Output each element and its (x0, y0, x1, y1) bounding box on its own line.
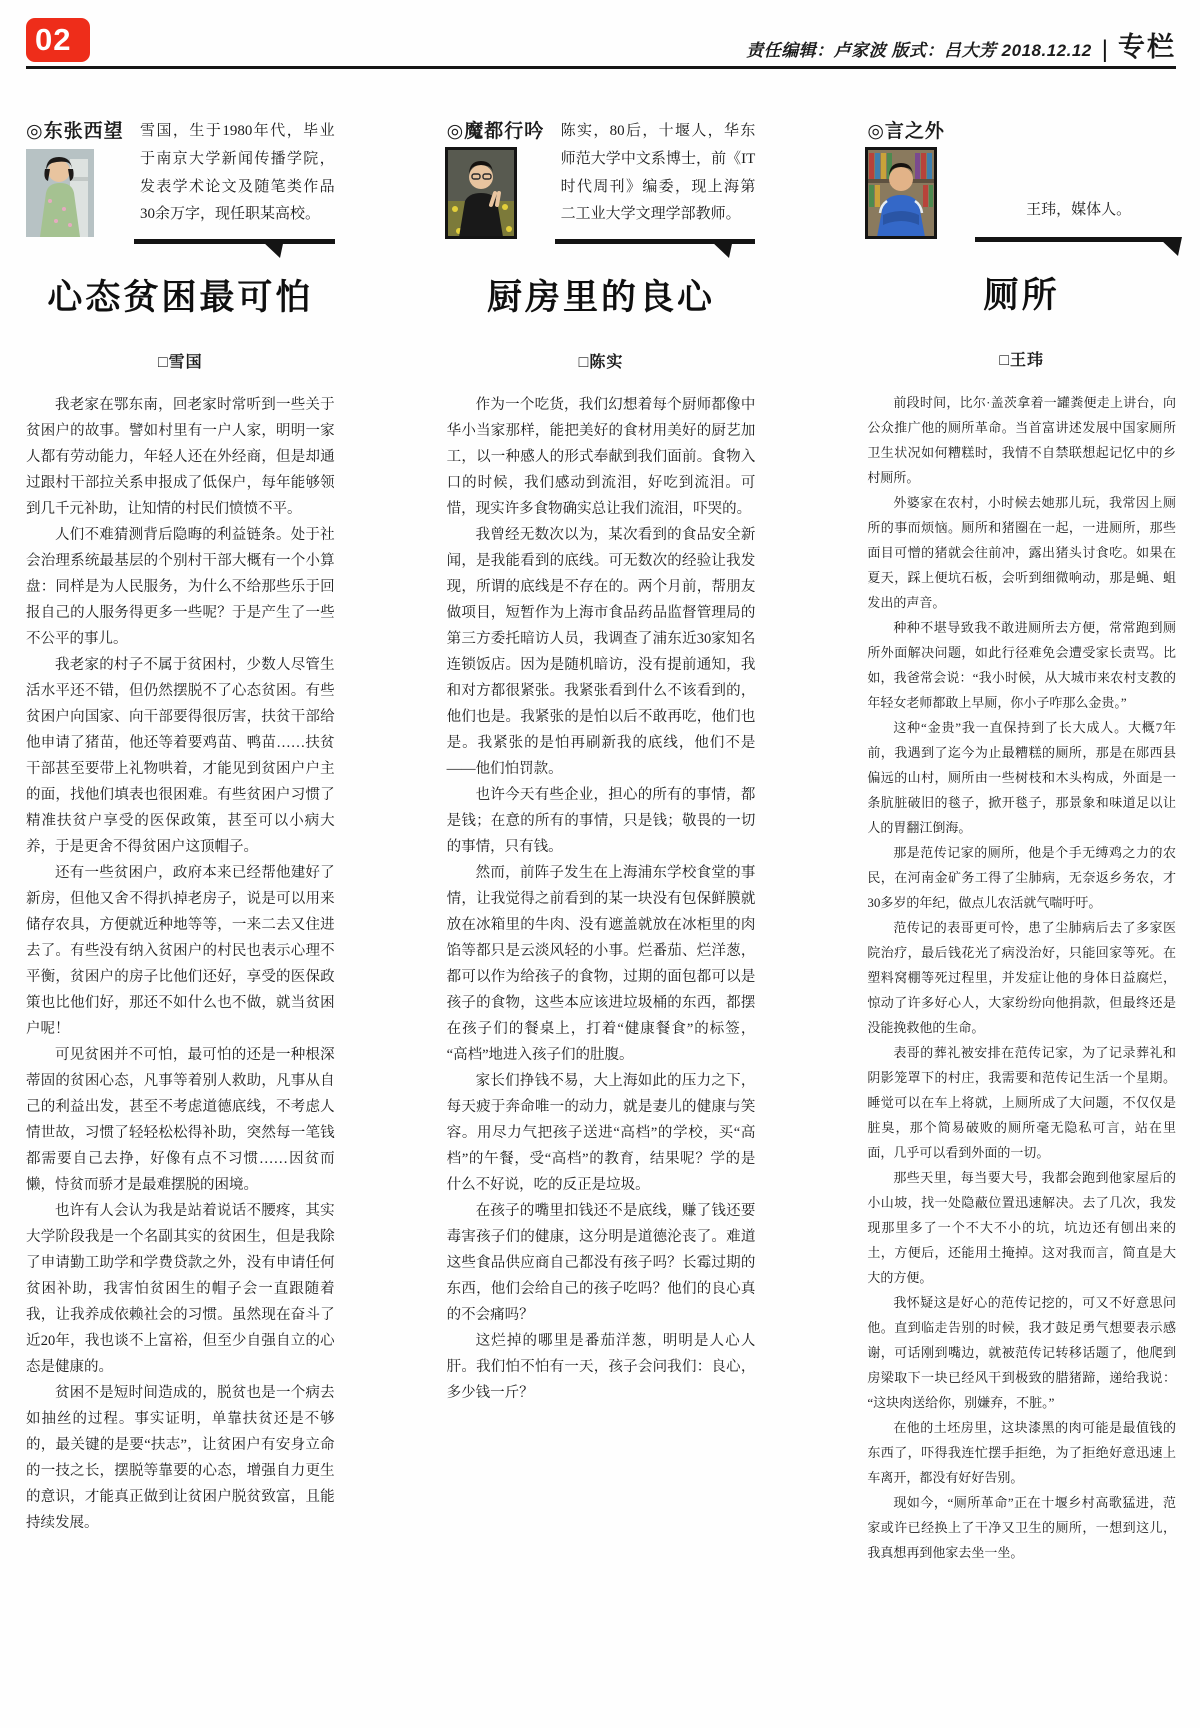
body-paragraph: 表哥的葬礼被安排在范传记家，为了记录葬礼和阴影笼罩下的村庄，我需要和范传记生活一个星期。睡觉可以在车上将就，上厕所成了大问题，不仅仅是脏臭，那个简易破败的厕所毫无隐私可言，站在里面，几乎可以看到外面的一切。 (867, 1045, 1176, 1161)
body-paragraph: 种种不堪导致我不敢进厕所去方便，常常跑到厕所外面解决问题，如此行径难免会遭受家长责骂。比如，我爸常会说：“我小时候，从大城市来农村支教的年轻女老师都敢上早厕，你小子咋那么金贵。” (867, 620, 1176, 711)
speech-bubble-tail (699, 239, 733, 258)
column-kicker: ◎言之外 (867, 121, 945, 142)
author-bio-text: 王玮，媒体人。 (1026, 202, 1132, 219)
body-paragraph: 我怀疑这是好心的范传记挖的，可又不好意思问他。直到临走告别的时候，我才鼓足勇气想要表示感谢，可话刚到嘴边，就被范传记转移话题了，他爬到房梁取下一块已经风干到极致的腊猪蹄，递给我说：“这块肉送给你，别嫌弃，不脏。” (867, 1295, 1176, 1411)
article-body (867, 390, 1176, 1565)
body-paragraph: 我老家在鄂东南，回老家时常听到一些关于贫困户的故事。譬如村里有一户人家，明明一家人都有劳动能力，年轻人还在外经商，但是却通过跟村干部拉关系申报成了低保户，每年能够领到几千元补助，让知情的村民们愤愤不平。 (26, 397, 335, 518)
masthead (26, 18, 1176, 66)
author-box (26, 116, 335, 244)
body-paragraph: 贫困不是短时间造成的，脱贫也是一个病去如抽丝的过程。事实证明，单靠扶贫还是不够的，最关键的是要“扶志”，让贫困户有安身立命的一技之长，摆脱等靠要的心态，增强自力更生的意识，才能真正做到让贫困户脱贫致富，且能持续发展。 (26, 1385, 335, 1532)
body-paragraph: 前段时间，比尔·盖茨拿着一罐粪便走上讲台，向公众推广他的厕所革命。当首富讲述发展中国家厕所卫生状况如何糟糕时，我情不自禁联想起记忆中的乡村厕所。 (867, 395, 1176, 486)
author-photo-man-bookshelf (867, 149, 935, 237)
body-paragraph: 然而，前阵子发生在上海浦东学校食堂的事情，让我觉得之前看到的某一块没有包保鲜膜就放在冰箱里的牛肉、没有遮盖就放在冰柜里的肉馅等都只是云淡风轻的小事。烂番茄、烂洋葱，都可以作为给孩子的食物，过期的面包都可以是孩子的食物，这些本应该进垃圾桶的东西，都摆在孩子们的餐桌上，打着“健康餐食”的标签，“高档”地进入孩子们的肚腹。 (446, 865, 756, 1064)
section-label: 专栏 (1118, 32, 1176, 62)
author-bio (975, 116, 1176, 242)
body-paragraph: 我老家的村子不属于贫困村，少数人尽管生活水平还不错，但仍然摆脱不了心态贫困。有些贫困户向国家、向干部要得很厉害，扶贫干部给他申请了猪苗，他还等着要鸡苗、鸭苗……扶贫干部甚至要带上礼物哄着，才能见到贫困户户主的面，找他们填表也很困难。有些贫困户习惯了精准扶贫户享受的医保政策，甚至可以小病大养，于是更舍不得贫困户这顶帽子。 (26, 657, 335, 856)
body-paragraph: 也许有人会认为我是站着说话不腰疼，其实大学阶段我是一个名副其实的贫困生，但是我除了申请勤工助学和学费贷款之外，没有申请任何贫困补助，我害怕贫困生的帽子会一直跟随着我，让我养成依赖社会的习惯。虽然现在奋斗了近20年，我也谈不上富裕，但至少自强自立的心态是健康的。 (26, 1203, 335, 1376)
column-kicker: ◎魔都行吟 (446, 121, 545, 142)
author-photo-man-flowers (447, 149, 515, 237)
masthead-right (746, 25, 1176, 64)
author-photo-woman (26, 149, 94, 237)
body-paragraph: 在他的土坯房里，这块漆黑的肉可能是最值钱的东西了，吓得我连忙摆手拒绝，为了拒绝好意迅速上车离开，都没有好好告别。 (867, 1420, 1176, 1486)
article-title: 心态贫困最可怕 (47, 278, 314, 317)
body-paragraph: 这种“金贵”我一直保持到了长大成人。大概7年前，我遇到了迄今为止最糟糕的厕所，那是在郧西县偏远的山村，厕所由一些树枝和木头构成，外面是一条肮脏破旧的毯子，掀开毯子，那景象和味道足以让人的胃翻江倒海。 (867, 720, 1176, 836)
body-paragraph: 还有一些贫困户，政府本来已经帮他建好了新房，但他又舍不得扒掉老房子，说是可以用来储存农具，方便就近种地等等，一来二去又住进去了。有些没有纳入贫困户的村民也表示心理不平衡，贫困户的房子比他们还好，享受的医保政策也比他们好，那还不如什么也不做，就当贫困户呢！ (26, 865, 335, 1038)
article-column-2 (447, 116, 756, 1565)
speech-bubble-tail (250, 239, 284, 258)
body-paragraph: 在孩子的嘴里扣钱还不是底线，赚了钱还要毒害孩子们的健康，这分明是道德沦丧了。难道这些食品供应商自己都没有孩子吗？长霉过期的东西，他们会给自己的孩子吃吗？他们的良心真的不会痛吗？ (446, 1203, 756, 1324)
body-paragraph: 可见贫困并不可怕，最可怕的还是一种根深蒂固的贫困心态，凡事等着别人救助，凡事从自己的利益出发，甚至不考虑道德底线，不考虑人情世故，习惯了轻轻松松得补助，突然每一笔钱都需要自己去挣，好像有点不习惯……因贫而懒，恃贫而骄才是最难摆脱的困境。 (26, 1047, 335, 1194)
body-paragraph: 作为一个吃货，我们幻想着每个厨师都像中华小当家那样，能把美好的食材用美好的厨艺加工，以一种感人的形式奉献到我们面前。食物入口的时候，我们感动到流泪，好吃到流泪。可惜，现实许多食物确实总让我们流泪，吓哭的。 (446, 397, 756, 518)
kicker-photo-cell (26, 116, 134, 244)
author-photo-illustration (26, 149, 94, 237)
article-columns (26, 116, 1176, 1565)
article-author: □陈实 (578, 354, 624, 372)
body-paragraph: 这烂掉的哪里是番茄洋葱，明明是人心人肝。我们怕不怕有一天，孩子会问我们：良心，多少钱一斤？ (446, 1333, 756, 1402)
masthead-rule (26, 66, 1176, 69)
author-bio-text: 雪国，生于1980年代，毕业于南京大学新闻传播学院，发表学术论文及随笔类作品30余万字，现任职某高校。 (140, 123, 335, 223)
author-photo-illustration (867, 149, 935, 237)
masthead-separator: | (1101, 36, 1108, 63)
body-paragraph: 人们不难猜测背后隐晦的利益链条。处于社会治理系统最基层的个别村干部大概有一个小算盘：同样是为人民服务，为什么不给那些乐于回报自己的人服务得更多一些呢？于是产生了一些不公平的事儿。 (26, 527, 335, 648)
body-paragraph: 那些天里，每当要大号，我都会跑到他家屋后的小山坡，找一处隐蔽位置迅速解决。去了几次，我发现那里多了一个不大不小的坑，坑边还有刨出来的土，方便后，还能用土掩掉。这对我而言，简直是大大的方便。 (867, 1170, 1176, 1286)
author-box (447, 116, 756, 244)
article-title: 厨房里的良心 (486, 278, 715, 317)
article-author: □王玮 (999, 352, 1044, 370)
kicker-photo-cell (867, 116, 975, 242)
author-box (867, 116, 1176, 242)
article-column-3 (867, 116, 1176, 1565)
body-paragraph: 现如今，“厕所革命”正在十堰乡村高歌猛进，范家或许已经换上了干净又卫生的厕所，一想到这儿，我真想再到他家去坐一坐。 (867, 1495, 1176, 1561)
body-paragraph: 范传记的表哥更可怜，患了尘肺病后去了多家医院治疗，最后钱花光了病没治好，只能回家等死。在塑料窝棚等死过程里，并发症让他的身体日益腐烂，惊动了许多好心人，大家纷纷向他捐款，但最终还是没能挽救他的生命。 (867, 920, 1176, 1036)
kicker-photo-cell (447, 116, 555, 244)
body-paragraph: 那是范传记家的厕所，他是个手无缚鸡之力的农民，在河南金矿务工得了尘肺病，无奈返乡务农，才30多岁的年纪，做点儿农活就气喘吁吁。 (867, 845, 1176, 911)
article-column-1 (26, 116, 335, 1565)
article-title: 厕所 (983, 276, 1060, 315)
body-paragraph: 也许今天有些企业，担心的所有的事情，都是钱；在意的所有的事情，只是钱；敬畏的一切的事情，只有钱。 (446, 787, 756, 856)
article-author: □雪国 (157, 354, 203, 372)
author-bio-text: 陈实，80后，十堰人，华东师范大学中文系博士，前《IT时代周刊》编委，现上海第二工业大学文理学部教师。 (560, 123, 756, 223)
page-number-badge: 02 (26, 18, 90, 62)
author-bio (555, 116, 756, 244)
article-body (26, 392, 335, 1536)
column-kicker: ◎东张西望 (26, 121, 124, 142)
author-bio (134, 116, 335, 244)
author-photo-illustration (447, 149, 515, 237)
editor-line: 责任编辑：卢家波 版式：吕大芳 2018.12.12 (746, 41, 1092, 60)
article-body (447, 392, 756, 1406)
body-paragraph: 家长们挣钱不易，大上海如此的压力之下，每天疲于奔命唯一的动力，就是妻儿的健康与笑容。用尽力气把孩子送进“高档”的学校，买“高档”的午餐，受“高档”的教育，结果呢？学的是什么不好说，吃的反正是垃圾。 (446, 1073, 756, 1194)
body-paragraph: 外婆家在农村，小时候去她那儿玩，我常因上厕所的事而烦恼。厕所和猪圈在一起，一进厕所，那些面目可憎的猪就会往前冲，露出猪头讨食吃。如果在夏天，踩上便坑石板，会听到细微响动，那是蝇、蛆发出的声音。 (867, 495, 1176, 611)
body-paragraph: 我曾经无数次以为，某次看到的食品安全新闻，是我能看到的底线。可无数次的经验让我发现，所谓的底线是不存在的。两个月前，帮朋友做项目，短暂作为上海市食品药品监督管理局的第三方委托暗访人员，我调查了浦东近30家知名连锁饭店。因为是随机暗访，没有提前通知，我和对方都很紧张。我紧张看到什么不该看到的，他们也是。我紧张的是怕以后不敢再吃，他们也是。我紧张的是怕再刷新我的底线，他们不是——他们怕罚款。 (446, 527, 756, 778)
speech-bubble-tail (1148, 237, 1182, 256)
